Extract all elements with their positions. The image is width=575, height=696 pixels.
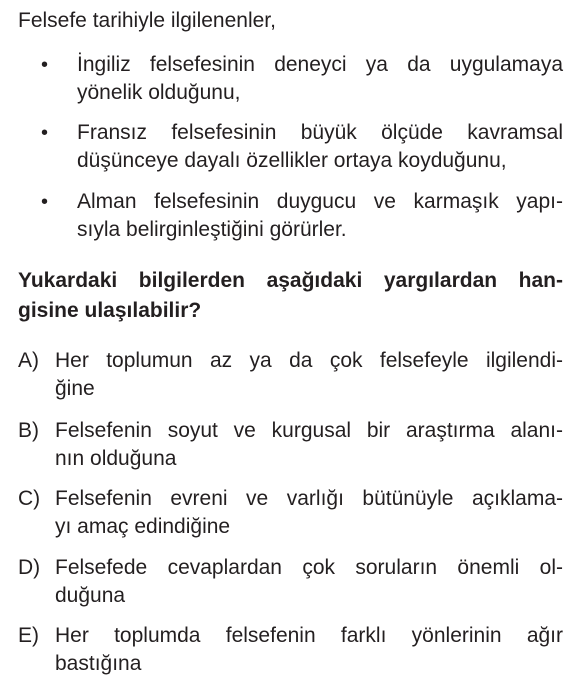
- bullet-icon: •: [41, 191, 49, 213]
- option-line: ğine: [55, 377, 95, 400]
- bullet-line: düşünceye dayalı özellikler ortaya koyduğunu,: [77, 149, 507, 172]
- bullet-icon: •: [41, 54, 49, 76]
- bullet-line: sıyla belirginleştiğini görürler.: [77, 218, 347, 241]
- option-letter: C): [18, 487, 41, 510]
- option-line: nın olduğuna: [55, 447, 177, 470]
- option-line: Her toplumda felsefenin farklı yönlerinin ağır: [55, 624, 563, 647]
- question-line: Yukardaki bilgilerden aşağıdaki yargılardan han-: [18, 269, 563, 292]
- intro-text: Felsefe tarihiyle ilgilenenler,: [18, 9, 276, 32]
- option-letter: E): [18, 624, 39, 647]
- bullet-line: İngiliz felsefesinin deneyci ya da uygulamaya: [77, 53, 563, 76]
- option-line: Her toplumun az ya da çok felsefeyle ilgilendi-: [55, 349, 563, 372]
- bullet-line: yönelik olduğunu,: [77, 81, 241, 104]
- option-line: bastığına: [55, 652, 142, 675]
- question-line: gisine ulaşılabilir?: [18, 299, 202, 322]
- option-line: yı amaç edindiğine: [55, 515, 231, 538]
- option-letter: B): [18, 419, 39, 442]
- bullet-icon: •: [41, 122, 49, 144]
- option-letter: A): [18, 349, 39, 372]
- option-line: duğuna: [55, 584, 126, 607]
- bullet-line: Alman felsefesinin duygucu ve karmaşık yapı-: [77, 190, 563, 213]
- option-line: Felsefenin soyut ve kurgusal bir araştırma alanı-: [55, 419, 563, 442]
- option-letter: D): [18, 556, 41, 579]
- bullet-line: Fransız felsefesinin büyük ölçüde kavramsal: [77, 121, 563, 144]
- option-line: Felsefede cevaplardan çok soruların önemli ol-: [55, 556, 563, 579]
- option-line: Felsefenin evreni ve varlığı bütünüyle açıklama-: [55, 487, 563, 510]
